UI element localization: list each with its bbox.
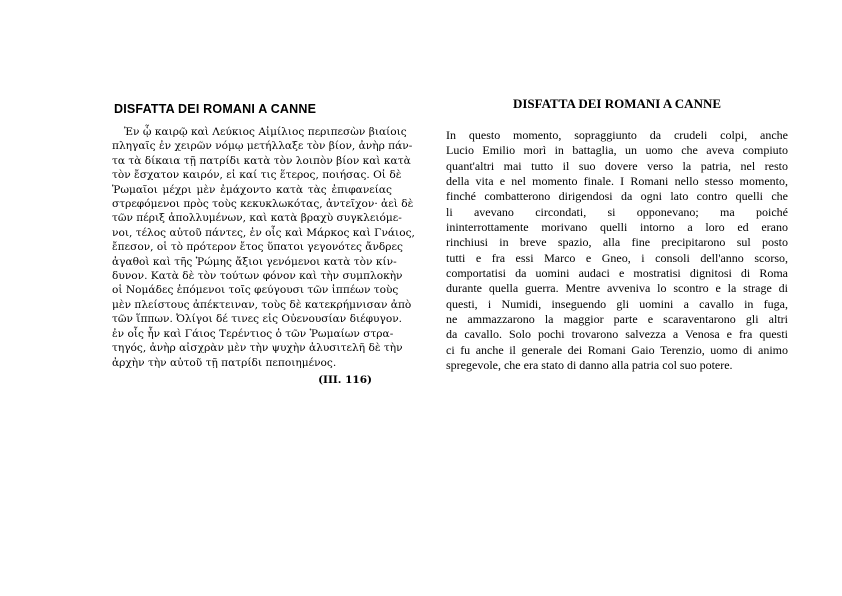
greek-line: ἀρχὴν τὴν αὐτοῦ τῇ πατρίδι πεποιημένος.: [112, 356, 337, 369]
source-reference: (III. 116): [318, 373, 372, 386]
italian-column: [446, 96, 788, 374]
italian-line: durante quella guerra. Mentre avveniva lo scontro e la strage di: [446, 281, 788, 296]
italian-line: da cavallo. Solo pochi trovarono salvezza a Venosa e fra questi: [446, 327, 788, 342]
greek-line: ἐν οἷς ἦν καὶ Γάιος Τερέντιος ὁ τῶν Ῥωμαίων στρα-: [112, 327, 394, 340]
italian-line: ci fu anche il generale dei Romani Gaio Terenzio, uomo di animo: [446, 342, 788, 357]
greek-line: πληγαῖς ἐν χειρῶν νόμῳ μετήλλαξε τὸν βίον, ἀνὴρ πάν-: [112, 140, 413, 153]
italian-line: comportatisi da uomini audaci e mostratisi dignitosi di Roma: [446, 266, 788, 281]
italian-line: spregevole, che era stato di danno alla patria col suo potere.: [446, 358, 733, 373]
greek-line: μὲν πλείστους ἀπέκτειναν, τοὺς δὲ κατεκρήμνισαν ἀπὸ: [112, 298, 412, 311]
italian-line: finché combatterono dirigendosi da ogni lato contro quelli che: [446, 189, 788, 204]
greek-line: νοι, τέλος αὐτοῦ πάντες, ἐν οἷς καὶ Μάρκος καὶ Γνάιος,: [112, 226, 415, 239]
greek-line: Ῥωμαῖοι μέχρι μὲν ἐμάχοντο κατὰ τὰς ἐπιφανείας: [112, 183, 392, 196]
greek-column: [112, 102, 415, 386]
greek-text: [112, 125, 415, 370]
italian-line: Lucio Emilio morì in battaglia, un uomo che aveva compiuto: [446, 143, 788, 158]
italian-title: DISFATTA DEI ROMANI A CANNE: [512, 96, 722, 111]
italian-line: quant'altri mai tutto il suo dovere verso la patria, nel resto: [446, 158, 788, 173]
greek-line: οἱ Νομάδες ἑπόμενοι τοῖς φεύγουσι τῶν ἱππέων τοὺς: [112, 284, 399, 297]
greek-line: ἔπεσον, οἱ τὸ πρότερον ἔτος ὕπατοι γεγονότες ἄνδρες: [112, 241, 403, 254]
italian-line: tutti e fra essi Marco e Gneo, i consoli dell'anno scorso,: [446, 250, 788, 265]
greek-line: τα τὰ δίκαια τῇ πατρίδι κατὰ τὸν λοιπὸν βίον καὶ κατὰ: [112, 154, 411, 167]
italian-text: [446, 128, 788, 374]
italian-line: In questo momento, sopraggiunto da crudeli colpi, anche: [446, 128, 788, 142]
greek-line: στρεφόμενοι πρὸς τοὺς κεκυκλωκότας, ἀντεῖχον· ἀεὶ δὲ: [112, 198, 414, 211]
greek-line: δυνον. Κατὰ δὲ τὸν τούτων φόνον καὶ τὴν συμπλοκὴν: [112, 270, 403, 283]
greek-line: Ἐν ᾧ καιρῷ καὶ Λεύκιος Αἰμίλιος περιπεσὼν βιαίοις: [124, 126, 407, 138]
italian-line: rinchiusi in breve spazio, alla fine precipitarono sul posto: [446, 235, 788, 250]
italian-line: ininterrottamente morivano quelli intorno a loro ed erano: [446, 220, 788, 235]
italian-line: ne ammazzarono la maggior parte e scaraventarono gli altri: [446, 312, 788, 327]
greek-line: ἀγαθοὶ καὶ τῆς Ῥώμης ἄξιοι γενόμενοι κατὰ τὸν κίν-: [112, 255, 397, 268]
greek-line: τῶν πέριξ ἀπολλυμένων, καὶ κατὰ βραχὺ συγκλειόμε-: [112, 212, 402, 225]
greek-title: DISFATTA DEI ROMANI A CANNE: [114, 102, 317, 116]
greek-line: τὸν ἔσχατον καιρόν, εἰ καί τις ἕτερος, ποιήσας. Οἱ δὲ: [112, 169, 402, 182]
greek-line: τῶν ἵππων. Ὀλίγοι δέ τινες εἰς Οὐενουσίαν διέφυγον.: [112, 313, 403, 326]
italian-line: questi, i Numidi, inseguendo gli uomini a cavallo in fuga,: [446, 296, 788, 311]
italian-line: li avevano circondati, si opponevano; ma poiché: [446, 204, 788, 219]
greek-line: τηγός, ἀνὴρ αἰσχρὰν μὲν τὴν ψυχὴν ἀλυσιτελῆ δὲ τὴν: [112, 342, 403, 355]
italian-line: della vita e nel momento finale. I Romani nello stesso momento,: [446, 174, 788, 189]
